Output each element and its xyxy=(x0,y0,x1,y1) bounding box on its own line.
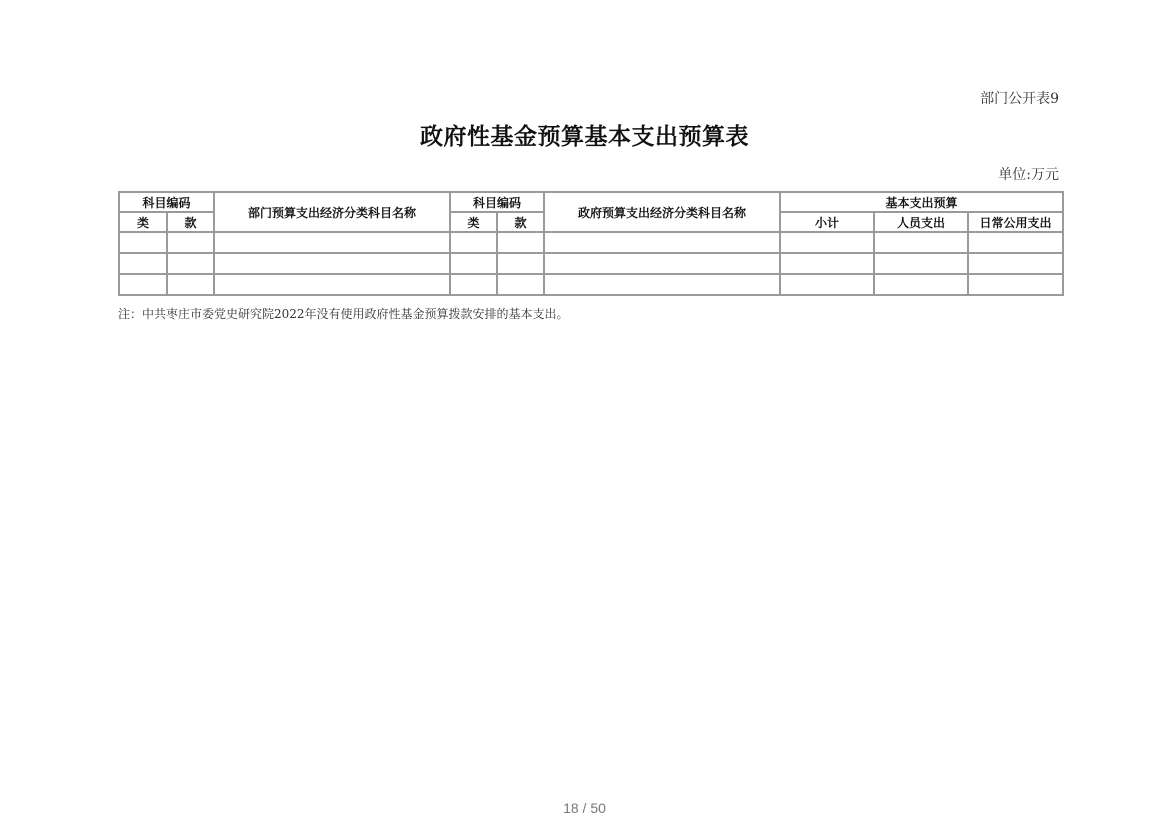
table-cell xyxy=(874,274,968,295)
budget-table xyxy=(118,191,1064,296)
table-cell xyxy=(968,232,1063,253)
table-cell xyxy=(167,232,214,253)
unit-label: 单位:万元 xyxy=(998,167,1059,183)
header-dept-econ-name: 部门预算支出经济分类科目名称 xyxy=(214,192,450,232)
footnote: 注：中共枣庄市委党史研究院2022年没有使用政府性基金预算拨款安排的基本支出。 xyxy=(118,307,569,321)
table-cell xyxy=(544,274,780,295)
table-cell xyxy=(450,232,497,253)
header-subject-code-2: 科目编码 xyxy=(450,192,544,212)
table-row xyxy=(119,274,1063,295)
table-cell xyxy=(119,253,167,274)
table-cell xyxy=(450,253,497,274)
table-cell xyxy=(968,253,1063,274)
header-personnel: 人员支出 xyxy=(874,212,968,232)
page-number: 18 / 50 xyxy=(563,800,606,816)
table-cell xyxy=(214,253,450,274)
header-subtotal: 小计 xyxy=(780,212,874,232)
header-public-expense: 日常公用支出 xyxy=(968,212,1063,232)
table-cell xyxy=(874,253,968,274)
table-cell xyxy=(968,274,1063,295)
table-cell xyxy=(450,274,497,295)
header-class: 类 xyxy=(119,212,167,232)
header-gov-econ-name: 政府预算支出经济分类科目名称 xyxy=(544,192,780,232)
table-cell xyxy=(544,232,780,253)
header-item-2: 款 xyxy=(497,212,544,232)
table-cell xyxy=(167,253,214,274)
header-subject-code: 科目编码 xyxy=(119,192,214,212)
table-cell xyxy=(167,274,214,295)
table-cell xyxy=(214,274,450,295)
table-number: 部门公开表9 xyxy=(980,91,1059,107)
table-cell xyxy=(780,232,874,253)
table-cell xyxy=(214,232,450,253)
table-row xyxy=(119,232,1063,253)
page-title: 政府性基金预算基本支出预算表 xyxy=(420,123,749,150)
header-basic-budget: 基本支出预算 xyxy=(780,192,1063,212)
table-cell xyxy=(119,274,167,295)
table-cell xyxy=(497,274,544,295)
table-cell xyxy=(780,274,874,295)
header-item: 款 xyxy=(167,212,214,232)
table-cell xyxy=(780,253,874,274)
table-cell xyxy=(119,232,167,253)
table-cell xyxy=(497,253,544,274)
table-row xyxy=(119,253,1063,274)
table-cell xyxy=(544,253,780,274)
header-class-2: 类 xyxy=(450,212,497,232)
table-cell xyxy=(874,232,968,253)
table-cell xyxy=(497,232,544,253)
